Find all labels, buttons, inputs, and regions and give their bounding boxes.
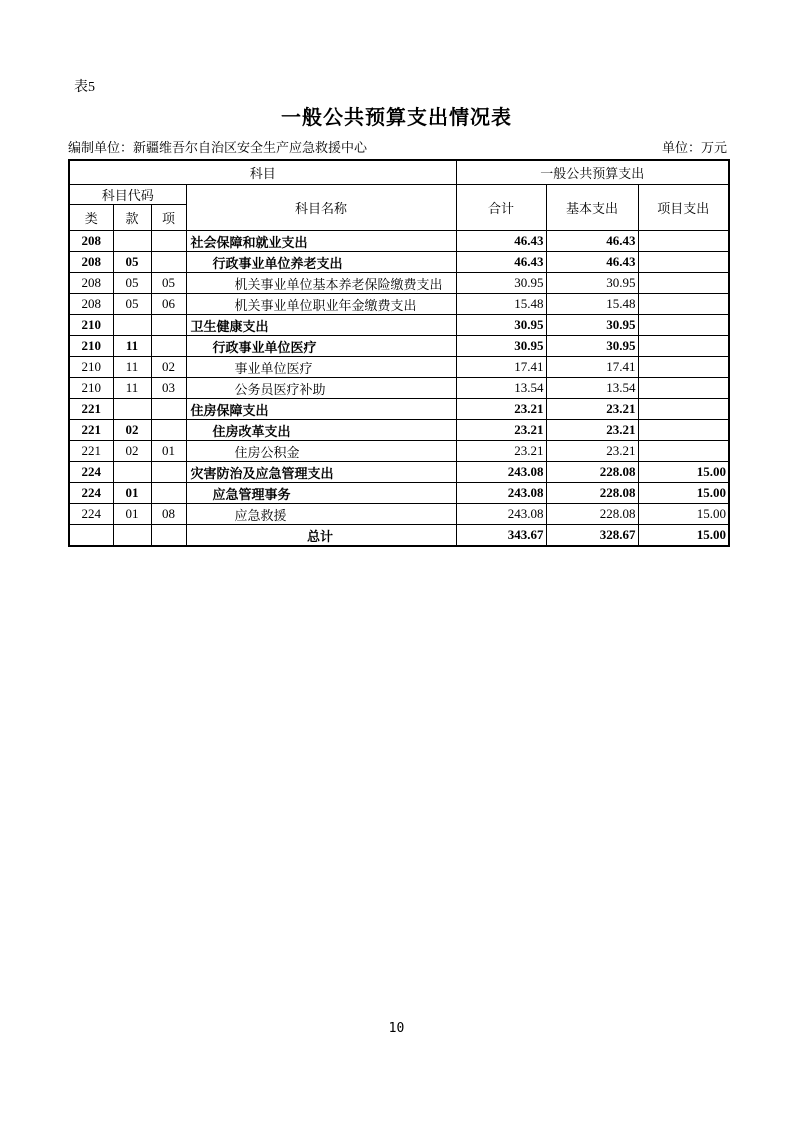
table-row — [69, 441, 729, 462]
header-subject: 科目 — [69, 160, 456, 185]
code-section-cell — [113, 231, 151, 252]
subject-name-cell: 公务员医疗补助 — [186, 378, 456, 399]
code-section-cell: 11 — [113, 336, 151, 357]
subject-name-cell: 事业单位医疗 — [186, 357, 456, 378]
subject-name-cell: 灾害防治及应急管理支出 — [186, 462, 456, 483]
project-value-cell — [638, 252, 729, 273]
total-class-cell — [69, 525, 113, 547]
header-row-labels — [69, 185, 729, 205]
basic-value-cell: 23.21 — [546, 399, 638, 420]
code-class-cell: 210 — [69, 336, 113, 357]
header-item: 项 — [151, 205, 186, 231]
table-row — [69, 336, 729, 357]
table-row — [69, 294, 729, 315]
subject-name-cell: 卫生健康支出 — [186, 315, 456, 336]
code-item-cell — [151, 399, 186, 420]
table-row — [69, 462, 729, 483]
project-value-cell — [638, 231, 729, 252]
code-item-cell — [151, 315, 186, 336]
table-row — [69, 504, 729, 525]
subject-name-cell: 行政事业单位养老支出 — [186, 252, 456, 273]
table-label: 表5 — [74, 80, 95, 95]
header-project: 项目支出 — [638, 185, 729, 231]
code-item-cell: 08 — [151, 504, 186, 525]
total-name-cell: 总计 — [186, 525, 456, 547]
header-section: 款 — [113, 205, 151, 231]
code-section-cell: 05 — [113, 273, 151, 294]
meta-line — [68, 137, 727, 156]
header-budget-group: 一般公共预算支出 — [456, 160, 729, 185]
code-class-cell: 221 — [69, 420, 113, 441]
code-class-cell: 208 — [69, 231, 113, 252]
subject-name-cell: 行政事业单位医疗 — [186, 336, 456, 357]
basic-value-cell: 228.08 — [546, 504, 638, 525]
project-value-cell — [638, 273, 729, 294]
header-total: 合计 — [456, 185, 546, 231]
total-value-cell: 23.21 — [456, 420, 546, 441]
project-value-cell — [638, 357, 729, 378]
project-value-cell — [638, 420, 729, 441]
total-value-cell: 46.43 — [456, 231, 546, 252]
code-section-cell: 11 — [113, 357, 151, 378]
total-value-cell: 15.48 — [456, 294, 546, 315]
total-value-cell: 23.21 — [456, 399, 546, 420]
subject-name-cell: 住房改革支出 — [186, 420, 456, 441]
total-value-cell: 13.54 — [456, 378, 546, 399]
header-subject-name: 科目名称 — [186, 185, 456, 231]
code-class-cell: 208 — [69, 273, 113, 294]
project-value-cell — [638, 315, 729, 336]
table-row — [69, 378, 729, 399]
table-row — [69, 483, 729, 504]
subject-name-cell: 住房公积金 — [186, 441, 456, 462]
code-class-cell: 208 — [69, 294, 113, 315]
table-row — [69, 252, 729, 273]
code-item-cell — [151, 336, 186, 357]
header-row-groups — [69, 160, 729, 185]
project-value-cell — [638, 378, 729, 399]
code-section-cell — [113, 462, 151, 483]
project-value-cell: 15.00 — [638, 462, 729, 483]
table-row — [69, 231, 729, 252]
basic-value-cell: 23.21 — [546, 420, 638, 441]
basic-value-cell: 46.43 — [546, 252, 638, 273]
project-value-cell — [638, 441, 729, 462]
code-item-cell — [151, 252, 186, 273]
total-basic-cell: 328.67 — [546, 525, 638, 547]
project-value-cell: 15.00 — [638, 483, 729, 504]
unit-label: 单位：万元 — [661, 140, 727, 155]
total-item-cell — [151, 525, 186, 547]
basic-value-cell: 228.08 — [546, 462, 638, 483]
code-item-cell — [151, 483, 186, 504]
budget-table — [68, 159, 730, 547]
project-value-cell — [638, 294, 729, 315]
subject-name-cell: 应急管理事务 — [186, 483, 456, 504]
project-value-cell — [638, 399, 729, 420]
code-section-cell — [113, 315, 151, 336]
code-item-cell: 05 — [151, 273, 186, 294]
code-section-cell: 01 — [113, 504, 151, 525]
total-value-cell: 243.08 — [456, 462, 546, 483]
code-item-cell: 02 — [151, 357, 186, 378]
total-section-cell — [113, 525, 151, 547]
code-section-cell: 02 — [113, 420, 151, 441]
basic-value-cell: 13.54 — [546, 378, 638, 399]
code-class-cell: 224 — [69, 483, 113, 504]
page-number: 10 — [388, 1021, 405, 1036]
code-class-cell: 208 — [69, 252, 113, 273]
code-section-cell: 02 — [113, 441, 151, 462]
table-row — [69, 420, 729, 441]
basic-value-cell: 228.08 — [546, 483, 638, 504]
project-value-cell — [638, 336, 729, 357]
code-item-cell — [151, 231, 186, 252]
basic-value-cell: 17.41 — [546, 357, 638, 378]
total-value-cell: 243.08 — [456, 483, 546, 504]
code-section-cell: 05 — [113, 252, 151, 273]
basic-value-cell: 46.43 — [546, 231, 638, 252]
total-value-cell: 30.95 — [456, 315, 546, 336]
basic-value-cell: 15.48 — [546, 294, 638, 315]
total-value-cell: 243.08 — [456, 504, 546, 525]
project-value-cell: 15.00 — [638, 504, 729, 525]
basic-value-cell: 23.21 — [546, 441, 638, 462]
subject-name-cell: 住房保障支出 — [186, 399, 456, 420]
header-class: 类 — [69, 205, 113, 231]
header-basic: 基本支出 — [546, 185, 638, 231]
page-title: 一般公共预算支出情况表 — [281, 107, 512, 129]
basic-value-cell: 30.95 — [546, 273, 638, 294]
subject-name-cell: 机关事业单位职业年金缴费支出 — [186, 294, 456, 315]
prepared-by-label: 编制单位：新疆维吾尔自治区安全生产应急救援中心 — [68, 140, 368, 155]
total-value-cell: 17.41 — [456, 357, 546, 378]
code-class-cell: 210 — [69, 357, 113, 378]
total-value-cell: 46.43 — [456, 252, 546, 273]
table-row — [69, 273, 729, 294]
subject-name-cell: 应急救援 — [186, 504, 456, 525]
basic-value-cell: 30.95 — [546, 336, 638, 357]
total-project-cell: 15.00 — [638, 525, 729, 547]
code-class-cell: 221 — [69, 441, 113, 462]
code-class-cell: 210 — [69, 378, 113, 399]
code-section-cell: 11 — [113, 378, 151, 399]
total-value-cell: 30.95 — [456, 273, 546, 294]
table-row — [69, 357, 729, 378]
code-section-cell — [113, 399, 151, 420]
code-item-cell: 01 — [151, 441, 186, 462]
subject-name-cell: 机关事业单位基本养老保险缴费支出 — [186, 273, 456, 294]
table-row — [69, 315, 729, 336]
code-class-cell: 210 — [69, 315, 113, 336]
header-subject-code: 科目代码 — [69, 185, 186, 205]
code-item-cell — [151, 462, 186, 483]
code-item-cell: 03 — [151, 378, 186, 399]
code-class-cell: 224 — [69, 504, 113, 525]
code-section-cell: 05 — [113, 294, 151, 315]
code-section-cell: 01 — [113, 483, 151, 504]
total-total-cell: 343.67 — [456, 525, 546, 547]
table-row — [69, 399, 729, 420]
code-class-cell: 221 — [69, 399, 113, 420]
total-row — [69, 525, 729, 547]
code-item-cell: 06 — [151, 294, 186, 315]
total-value-cell: 23.21 — [456, 441, 546, 462]
subject-name-cell: 社会保障和就业支出 — [186, 231, 456, 252]
code-item-cell — [151, 420, 186, 441]
basic-value-cell: 30.95 — [546, 315, 638, 336]
code-class-cell: 224 — [69, 462, 113, 483]
total-value-cell: 30.95 — [456, 336, 546, 357]
